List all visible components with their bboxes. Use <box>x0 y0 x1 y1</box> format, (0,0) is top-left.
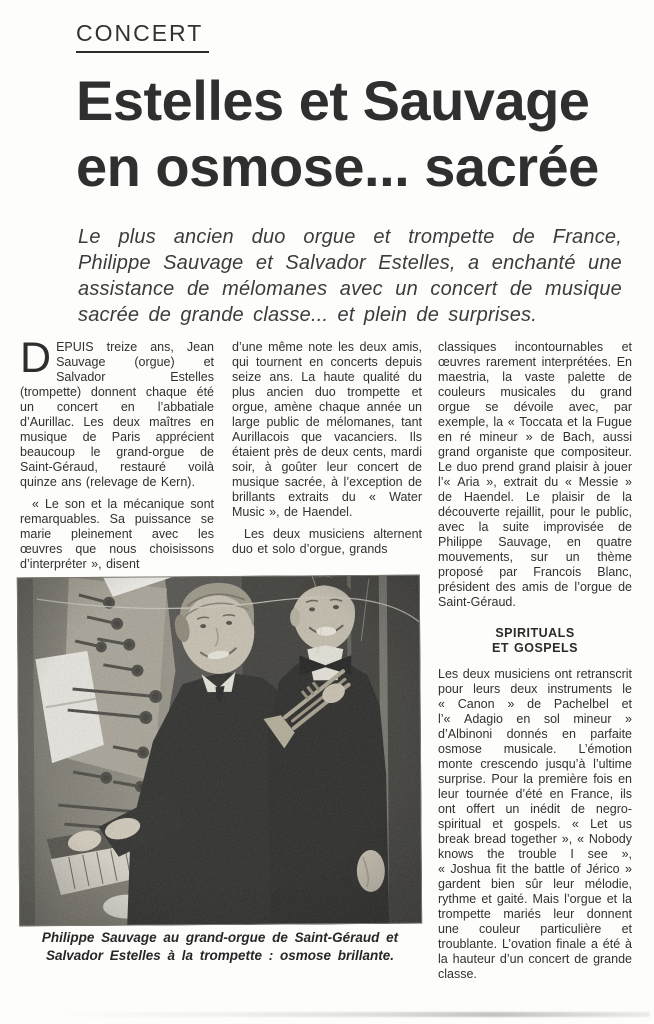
paragraph-text: EPUIS treize ans, Jean Sauvage (orgue) et Salvador Estelles (trompette) donnent chaque été un concert en l’abbatiale d’Aurillac. Les deux maîtres en musique de Paris apprécient beaucoup le grand-orgue de Saint-Géraud, restauré voilà quinze ans (relevage de Kern). <box>20 340 214 489</box>
photo-caption: Philippe Sauvage au grand-orgue de Saint-Géraud et Salvador Estelles à la trompette : osmose brillante. <box>41 930 399 963</box>
headline-line-1: Estelles et Sauvage <box>76 69 590 132</box>
scan-smudge <box>50 1012 650 1017</box>
section-subhead <box>438 626 632 656</box>
section-kicker: CONCERT <box>76 20 209 53</box>
paragraph: « Le son et la mécanique sont remarquables. Sa puissance se marie pleinement avec les œuvres que nous choisissons d’interpréter », disent <box>20 497 214 571</box>
lede-paragraph: Le plus ancien duo orgue et trompette de France, Philippe Sauvage et Salvador Estelles, a enchanté une assistance de mélomanes avec un concert de musique sacrée de grande classe... et plein de surprises. <box>78 226 622 326</box>
paragraph: Les deux musiciens alternent duo et solo d’orgue, grands <box>232 527 422 556</box>
paragraph: d’une même note les deux amis, qui tournent en concerts depuis seize ans. La haute qualité du plus ancien duo trompette et orgue, amène chaque année un large public de mélomanes, tant Aurillacois que vacanciers. Ils étaient près de deux cents, mardi soir, à goûter leur concert de musique sacrée, à l’exception de brillants extraits du « Water Music », de Haendel. <box>232 340 422 519</box>
article-column-3 <box>438 340 632 982</box>
headline-line-2: en osmose... sacrée <box>76 135 599 198</box>
article-headline <box>76 68 599 200</box>
subhead-line-1: SPIRITUALS <box>495 626 575 640</box>
concert-photo <box>17 575 422 927</box>
concert-photo-illustration <box>17 575 422 927</box>
paragraph <box>20 334 214 490</box>
article-column-2 <box>232 340 422 557</box>
subhead-line-2: ET GOSPELS <box>492 641 578 655</box>
paragraph: Les deux musiciens ont retranscrit pour leurs deux instruments le « Canon » de Pachelbel et l’« Adagio en sol mineur » d’Albinoni donnés en parfaite osmose musicale. L’émotion monte crescendo jusqu’à l’ultime surprise. Pour la première fois en leur tournée d’été en France, ils ont offert un inédit de negro-spiritual et gospels. « Let us break bread together », « Nobody knows the trouble I see », « Joshua fit the battle of Jérico » gardent bien sûr leur mélodie, rythme et gaité. Mais l’orgue et la trompette mariés leur donnent une couleur particulière et troublante. L’ovation finale a été à la hauteur d’un concert de grande classe. <box>438 667 632 981</box>
paragraph: classiques incontournables et œuvres rarement interprétées. En maestria, la vaste palette de couleurs musicales du grand orgue se dévoile avec, par exemple, la « Toccata et la Fugue en ré mineur » de Bach, aussi grand organiste que compositeur. Le duo prend grand plaisir à jouer l’« Aria », extrait du « Messie » de Haendel. Le plaisir de la découverte rejaillit, pour le public, avec la suite improvisée de Philippe Sauvage, en quatre mouvements, sur un thème proposé par Francois Blanc, président des amis de l’orgue de Saint-Géraud. <box>438 340 632 609</box>
drop-cap: D <box>20 334 52 382</box>
article-column-1 <box>20 334 214 572</box>
